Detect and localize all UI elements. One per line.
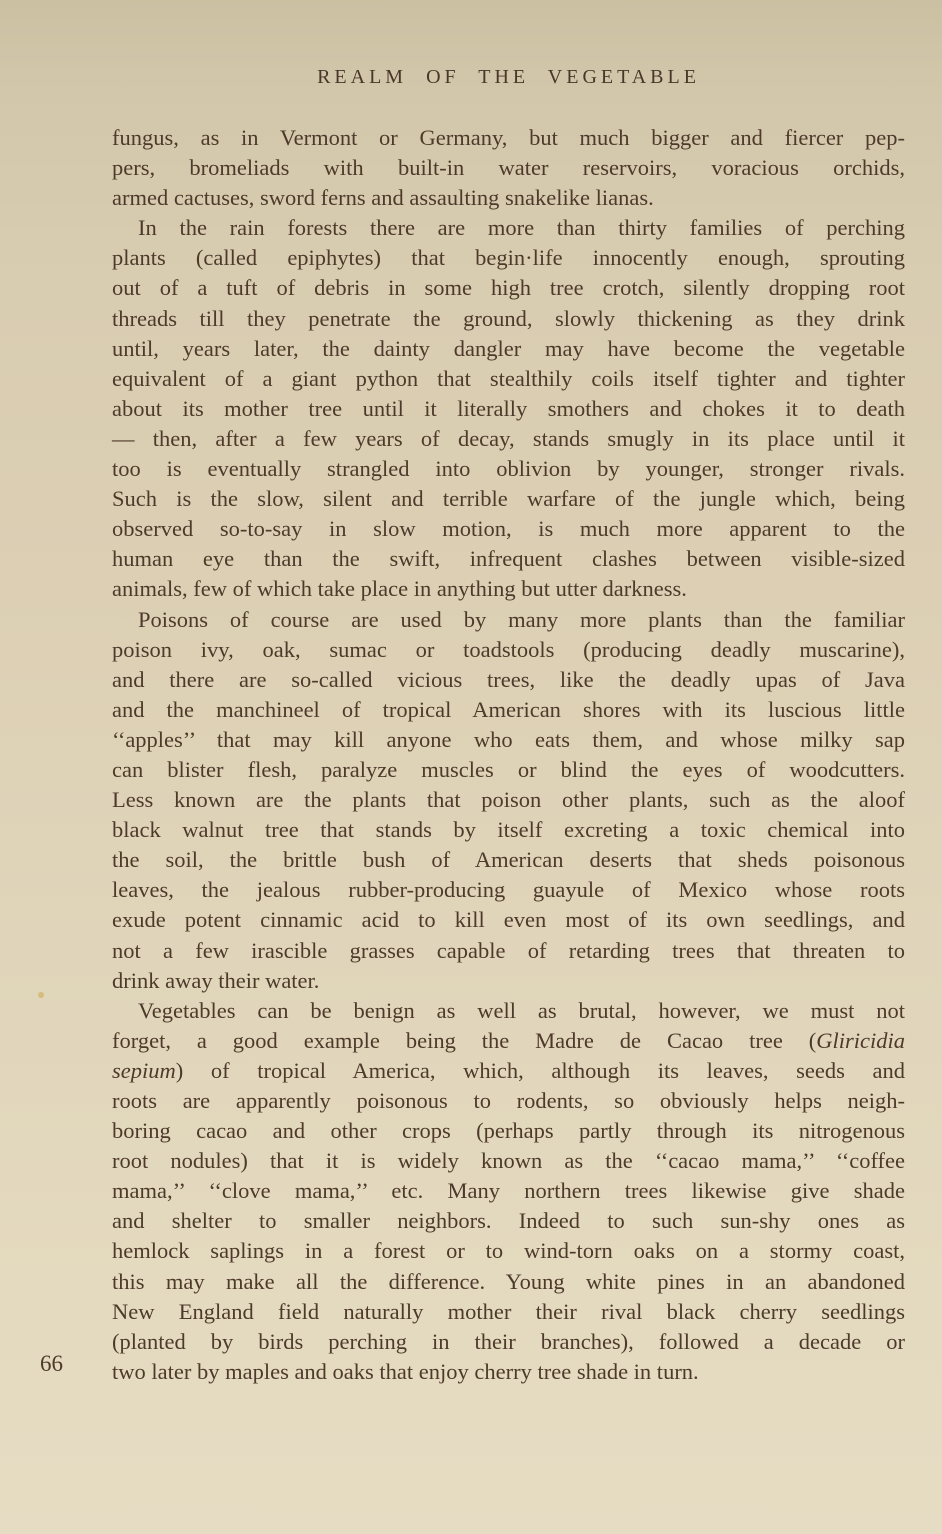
text-line: hemlock saplings in a forest or to wind-torn oaks on a stormy coast, bbox=[112, 1238, 905, 1264]
text-line: Vegetables can be benign as well as brutal, however, we must not bbox=[138, 997, 905, 1023]
text-line: Less known are the plants that poison other plants, such as the aloof bbox=[112, 787, 905, 813]
text-line: too is eventually strangled into oblivion by younger, stronger rivals. bbox=[112, 456, 905, 482]
text-line: not a few irascible grasses capable of retarding trees that threaten to bbox=[112, 937, 905, 963]
text-line: — then, after a few years of decay, stands smugly in its place until it bbox=[112, 425, 905, 451]
text-line: (planted by birds perching in their branches), followed a decade or bbox=[112, 1328, 905, 1354]
text-line: drink away their water. bbox=[112, 967, 320, 993]
text-line: sepium) of tropical America, which, although its leaves, seeds and bbox=[112, 1057, 905, 1083]
text-line: until, years later, the dainty dangler may have become the vegetable bbox=[112, 335, 905, 361]
scan-speck-artifact bbox=[38, 992, 44, 998]
text-line: New England field naturally mother their rival black cherry seedlings bbox=[112, 1298, 905, 1324]
text-line: ‘‘apples’’ that may kill anyone who eats them, and whose milky sap bbox=[112, 726, 905, 752]
text-line: Such is the slow, silent and terrible warfare of the jungle which, being bbox=[112, 486, 905, 512]
text-line: observed so-to-say in slow motion, is much more apparent to the bbox=[112, 516, 905, 542]
page-number: 66 bbox=[40, 1351, 63, 1376]
text-line: armed cactuses, sword ferns and assaulting snakelike lianas. bbox=[112, 185, 654, 211]
text-line: mama,’’ ‘‘clove mama,’’ etc. Many northern trees likewise give shade bbox=[112, 1178, 905, 1204]
text-line: pers, bromeliads with built-in water reservoirs, voracious orchids, bbox=[112, 155, 905, 181]
text-line: and the manchineel of tropical American shores with its luscious little bbox=[112, 696, 905, 722]
text-line: and there are so-called vicious trees, like the deadly upas of Java bbox=[112, 666, 905, 692]
text-line: and shelter to smaller neighbors. Indeed to such sun-shy ones as bbox=[112, 1208, 905, 1234]
text-line: equivalent of a giant python that stealthily coils itself tighter and tighter bbox=[112, 365, 905, 391]
text-line: threads till they penetrate the ground, slowly thickening as they drink bbox=[112, 305, 905, 331]
text-line: human eye than the swift, infrequent clashes between visible-sized bbox=[112, 546, 905, 572]
text-line: exude potent cinnamic acid to kill even most of its own seedlings, and bbox=[112, 907, 905, 933]
running-head: REALM OF THE VEGETABLE bbox=[317, 66, 700, 88]
text-line: the soil, the brittle bush of American deserts that sheds poisonous bbox=[112, 847, 905, 873]
text-line: forget, a good example being the Madre de Cacao tree (Gliricidia bbox=[112, 1027, 905, 1053]
text-line: root nodules) that it is widely known as the ‘‘cacao mama,’’ ‘‘coffee bbox=[112, 1148, 905, 1174]
text-line: leaves, the jealous rubber-producing guayule of Mexico whose roots bbox=[112, 877, 905, 903]
text-line: poison ivy, oak, sumac or toadstools (producing deadly muscarine), bbox=[112, 636, 905, 662]
text-line: this may make all the difference. Young white pines in an abandoned bbox=[112, 1268, 905, 1294]
text-line: plants (called epiphytes) that begin·life innocently enough, sprouting bbox=[112, 245, 905, 271]
text-line: In the rain forests there are more than thirty families of perching bbox=[138, 215, 905, 241]
text-line: can blister flesh, paralyze muscles or blind the eyes of woodcutters. bbox=[112, 756, 905, 782]
text-line: Poisons of course are used by many more plants than the familiar bbox=[138, 606, 905, 632]
text-line: black walnut tree that stands by itself excreting a toxic chemical into bbox=[112, 817, 905, 843]
text-line: about its mother tree until it literally smothers and chokes it to death bbox=[112, 395, 905, 421]
text-line: fungus, as in Vermont or Germany, but much bigger and fiercer pep- bbox=[112, 125, 905, 150]
text-line: boring cacao and other crops (perhaps partly through its nitrogenous bbox=[112, 1118, 905, 1144]
body-text bbox=[112, 123, 905, 1387]
text-line: animals, few of which take place in anything but utter darkness. bbox=[112, 576, 687, 602]
text-line: out of a tuft of debris in some high tree crotch, silently dropping root bbox=[112, 275, 905, 301]
text-line: roots are apparently poisonous to rodents, so obviously helps neigh- bbox=[112, 1088, 905, 1113]
text-line: two later by maples and oaks that enjoy cherry tree shade in turn. bbox=[112, 1358, 699, 1384]
